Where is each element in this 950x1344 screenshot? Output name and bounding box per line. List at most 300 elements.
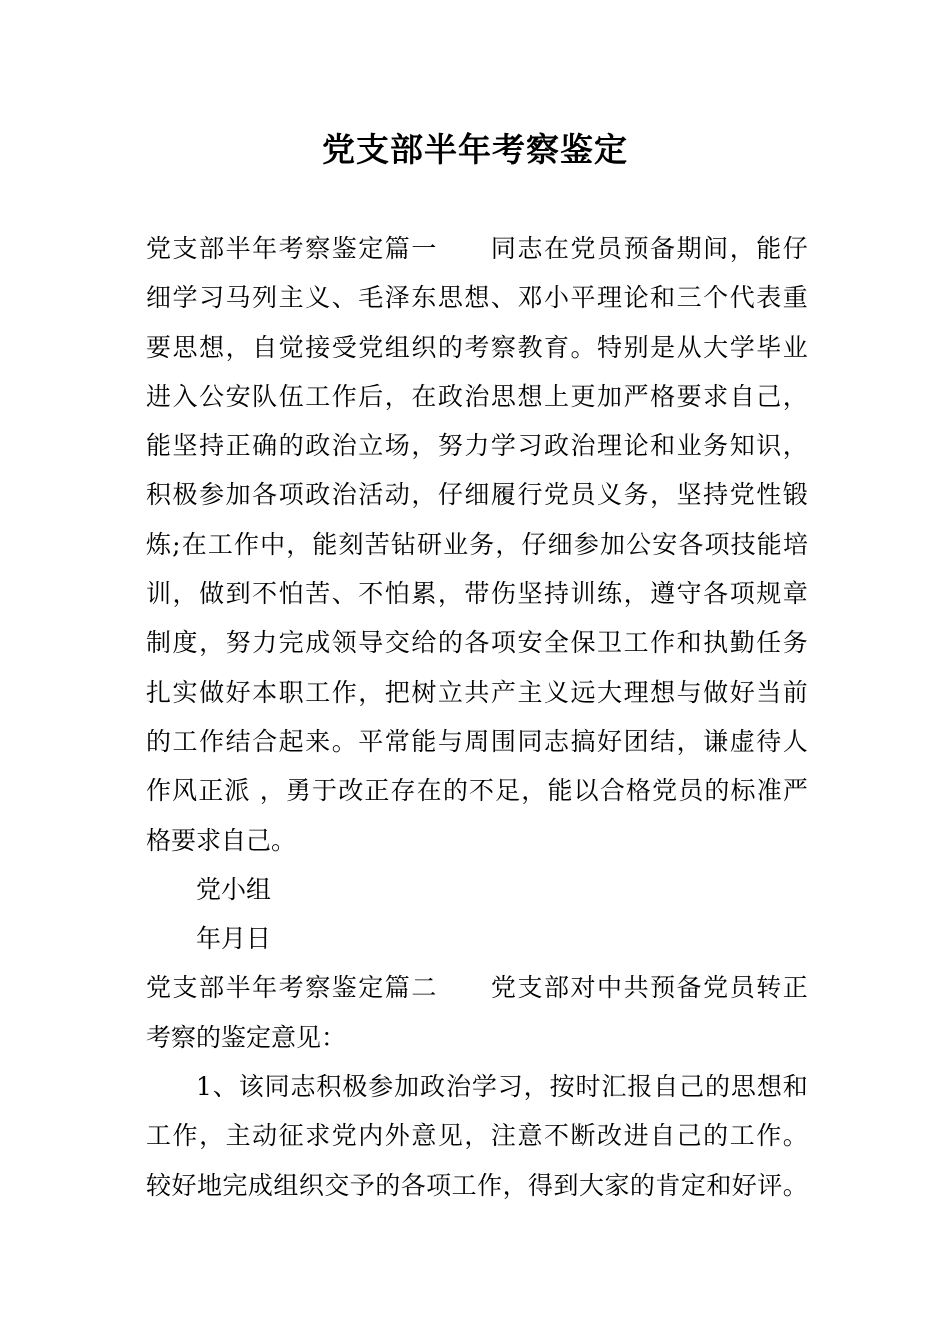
line-char: 征 [278,1121,304,1151]
text-line [146,1161,808,1210]
line-char: 项 [729,579,755,609]
line-char: 务 [782,628,808,658]
line-char [438,963,463,1012]
line-char: 治 [445,1072,471,1102]
line-char: 能 [312,529,338,559]
line-char [251,766,259,815]
line-char: 改 [597,1121,623,1151]
line-char: 较 [146,1170,172,1200]
line-char: 予 [349,1170,375,1200]
line-char: 项 [426,1170,452,1200]
line-char: 间 [703,234,729,263]
line-char: 支 [172,234,198,263]
line-char: 考 [464,332,490,362]
line-char: 积 [316,1072,342,1102]
line-char: 持 [703,480,729,510]
line-char: 能 [547,776,573,806]
line-char: 的 [437,332,463,362]
line-char: ， [286,529,312,559]
line-char: ， [782,381,808,411]
line-char: 评 [757,1170,783,1200]
line-char: 马 [225,283,251,313]
line-char: 工 [146,1121,172,1151]
line-char: 勇 [285,776,311,806]
line-text: 考察的鉴定意见： [146,1022,347,1052]
line-char: 严 [782,776,808,806]
line-char: 学 [471,1072,497,1102]
line-char: 想 [650,677,676,707]
line-char: 度 [172,628,198,658]
line-char: 考 [278,973,304,1003]
line-char: 作 [477,1170,503,1200]
line-char: 思 [437,283,463,313]
line-char: 、 [331,579,357,609]
line-char: 察 [305,234,331,263]
line-char: 工 [305,677,331,707]
line-char: 表 [756,283,782,313]
line-char: 定 [358,234,384,263]
line-char: 作 [172,1121,198,1151]
line-char: 治 [570,431,596,461]
line-char: 各 [678,529,704,559]
line-char: 在 [543,234,569,263]
line-char: 务 [469,529,495,559]
line-char: 远 [570,677,596,707]
line-char: 极 [342,1072,368,1102]
line-char: 在 [416,776,442,806]
line-char: 务 [623,480,649,510]
line-char: 工 [305,381,331,411]
line-char: 细 [464,480,490,510]
line-char: 炼 [146,529,172,559]
line-char: 队 [252,381,278,411]
line-text: 年月日 [196,924,272,954]
line-char: 把 [384,677,410,707]
line-char: 苦 [364,529,390,559]
line-char: 学 [729,332,755,362]
line-char: 鉴 [331,973,357,1003]
line-char: 好 [171,1170,197,1200]
line-char: 列 [252,283,278,313]
line-char: 党 [146,234,172,263]
line-char: 论 [623,431,649,461]
line-char: 代 [729,283,755,313]
line-char: 时 [575,1072,601,1102]
line-char: 大 [597,677,623,707]
line-char: 东 [411,283,437,313]
line-char: 各 [252,480,278,510]
line-char: 后 [358,381,384,411]
text-line [146,569,808,618]
line-char: 备 [676,973,702,1003]
line-char: 团 [623,726,649,756]
line-char: 工 [172,726,198,756]
line-char: 能 [411,726,437,756]
line-char: 更 [570,381,596,411]
line-char: 成 [305,628,331,658]
text-line [146,470,808,519]
line-char: 党 [490,973,516,1003]
line-char: 合 [252,726,278,756]
line-char: 努 [437,431,463,461]
line-char: 伍 [278,381,304,411]
line-char: 作 [756,1121,782,1151]
line-char: 于 [312,776,338,806]
line-char: 年 [252,973,278,1003]
line-char: 觉 [278,332,304,362]
line-char: 义 [305,283,331,313]
line-char: 怕 [384,579,410,609]
line-char: 和 [782,1072,808,1102]
line-char: 一 [411,234,437,263]
line-char: 累 [411,579,437,609]
line-char: 章 [782,579,808,609]
text-line [146,520,808,569]
line-char: 好 [597,726,623,756]
line-char: 力 [252,628,278,658]
line-char: 。 [782,1170,808,1200]
line-char: 鉴 [331,234,357,263]
line-char: ， [623,579,649,609]
line-char: 期 [676,234,702,263]
line-char: 锻 [782,480,808,510]
line-char: 好 [731,1170,757,1200]
line-char: 伤 [490,579,516,609]
line-char: 对 [570,973,596,1003]
line-char: ， [676,726,702,756]
line-char: 作 [233,529,259,559]
line-char: 正 [198,776,224,806]
line-char: 政 [305,431,331,461]
line-char: 作 [650,628,676,658]
line-char: 家 [604,1170,630,1200]
line-char: 训 [146,579,172,609]
line-char: 理 [623,677,649,707]
line-char: 刻 [338,529,364,559]
line-char: 平 [358,726,384,756]
line-char: 项 [490,628,516,658]
line-char: 毕 [756,332,782,362]
line-char: 谦 [703,726,729,756]
line-char: 训 [570,579,596,609]
line-char: 同 [490,234,516,263]
line-char: 正 [225,431,251,461]
line-char: 工 [623,628,649,658]
line-char: 的 [437,628,463,658]
line-char: 坚 [676,480,702,510]
line-char: 要 [146,332,172,362]
line-char: 己 [756,381,782,411]
line-char: 存 [390,776,416,806]
line-char: 练 [597,579,623,609]
line-char: 想 [756,1072,782,1102]
line-char: 仔 [437,480,463,510]
line-char: 改 [338,776,364,806]
line-char [464,224,489,273]
line-char: 人 [782,726,808,756]
line-char: 想 [517,381,543,411]
line-char: 结 [650,726,676,756]
line-char: 备 [650,234,676,263]
line-char: ， [782,431,808,461]
line-char: 性 [756,480,782,510]
line-text: 党小组 [196,874,272,904]
line-char: 努 [225,628,251,658]
line-char: 领 [331,628,357,658]
line-char: 格 [650,381,676,411]
line-char: 想 [199,332,225,362]
line-char: 。 [570,332,596,362]
line-char: 要 [676,381,702,411]
line-char: 确 [252,431,278,461]
line-char: 自 [729,381,755,411]
line-char: 按 [549,1072,575,1102]
line-char: 加 [225,480,251,510]
line-char: 、 [331,283,357,313]
line-char: 在 [411,381,437,411]
line-char: 定 [680,1170,706,1200]
line-char: 同 [517,726,543,756]
line-char: 义 [597,480,623,510]
line-char: 习 [517,431,543,461]
line-char: 预 [623,234,649,263]
line-char: 完 [278,628,304,658]
line-char: 自 [653,1072,679,1102]
line-char: 细 [146,283,172,313]
line-char: 参 [199,480,225,510]
line-char: 年 [252,234,278,263]
line-char: 的 [703,1121,729,1151]
line-char: 与 [437,726,463,756]
line-char: 坚 [172,431,198,461]
line-char: ， [259,776,285,806]
line-char: 员 [729,973,755,1003]
line-char: 与 [676,677,702,707]
line-char: 论 [623,283,649,313]
line-char: 中 [597,973,623,1003]
line-char: 安 [652,529,678,559]
line-char: 职 [278,677,304,707]
text-line [146,1111,808,1160]
line-char: 该 [238,1072,264,1102]
line-char: 起 [278,726,304,756]
line-char: 见 [437,1121,463,1151]
line-text: 格要求自己。 [146,825,297,855]
line-char: 做 [199,677,225,707]
line-char: 严 [623,381,649,411]
line-char: 内 [358,1121,384,1151]
line-char: 织 [298,1170,324,1200]
line-char: 格 [625,776,651,806]
line-char: 风 [172,776,198,806]
line-char: ， [437,579,463,609]
line-char: 的 [705,1072,731,1102]
line-char: 进 [623,1121,649,1151]
line-char: 公 [626,529,652,559]
line-char: 和 [650,283,676,313]
line-char: 中 [260,529,286,559]
text-line [146,618,808,667]
line-char: 己 [676,1121,702,1151]
line-char: 、 [490,283,516,313]
line-char: ， [199,628,225,658]
line-char: 1 [196,1072,212,1102]
line-char: 项 [704,529,730,559]
line-char: 部 [199,973,225,1003]
line-char: 受 [331,332,357,362]
line-char: 做 [703,677,729,707]
line-char: 意 [411,1121,437,1151]
line-char: 导 [358,628,384,658]
line-char: ， [521,776,547,806]
text-line [146,816,808,865]
line-char: 定 [358,973,384,1003]
line-char: 业 [676,431,702,461]
line-char: ， [384,381,410,411]
line-char: 外 [384,1121,410,1151]
line-char: 主 [225,1121,251,1151]
line-char: 和 [706,1170,732,1200]
line-char: 各 [464,628,490,658]
line-char: 力 [464,431,490,461]
line-char: 三 [676,283,702,313]
line-char: 、 [212,1072,238,1102]
line-char: 加 [599,529,625,559]
line-char: 正 [782,973,808,1003]
line-char: 织 [411,332,437,362]
line-char: 习 [199,283,225,313]
line-char: 泽 [384,283,410,313]
line-char: 项 [278,480,304,510]
line-char: 习 [497,1072,523,1102]
line-char [464,963,489,1012]
text-line [146,668,808,717]
line-char: 意 [517,1121,543,1151]
line-char: 作 [331,677,357,707]
line-char: 理 [597,283,623,313]
line-char: 好 [225,677,251,707]
line-char: 各 [703,579,729,609]
line-char: 作 [146,776,172,806]
line-char: ， [502,1170,528,1200]
line-char: 义 [543,677,569,707]
line-char: 实 [172,677,198,707]
line-char: 合 [599,776,625,806]
line-char: 钻 [390,529,416,559]
line-char: 能 [756,234,782,263]
line-char: ， [729,234,755,263]
line-char: 卫 [597,628,623,658]
text-line [146,224,808,273]
line-char: 持 [543,579,569,609]
line-char: ， [172,579,198,609]
line-char: 参 [573,529,599,559]
line-char: 员 [678,776,704,806]
line-char: 员 [570,480,596,510]
line-char: 邓 [517,283,543,313]
line-char: 入 [172,381,198,411]
line-char: 规 [756,579,782,609]
line-char: 识 [756,431,782,461]
text-line [146,717,808,766]
line-char: 立 [437,677,463,707]
line-char: 转 [756,973,782,1003]
line-char: 大 [703,332,729,362]
line-char: 保 [570,628,596,658]
line-char: 工 [729,1121,755,1151]
line-char: 想 [464,283,490,313]
line-char: 育 [543,332,569,362]
document-body [146,224,808,1210]
line-char: 搞 [570,726,596,756]
line-char: 思 [172,332,198,362]
line-char: 交 [324,1170,350,1200]
line-char: 不 [468,776,494,806]
line-char: 党 [570,234,596,263]
line-char: 安 [225,381,251,411]
line-char: 思 [490,381,516,411]
line-char: 安 [517,628,543,658]
text-line [146,963,808,1012]
line-char: 坚 [517,579,543,609]
line-char: 场 [384,431,410,461]
line-char: 任 [756,628,782,658]
line-char: 支 [172,973,198,1003]
line-char: 技 [730,529,756,559]
line-char: 主 [278,283,304,313]
line-char: 交 [384,628,410,658]
text-line [146,323,808,372]
line-char: 己 [679,1072,705,1102]
line-char: 执 [703,628,729,658]
line-char: 结 [225,726,251,756]
line-char: 理 [597,431,623,461]
line-char: 组 [273,1170,299,1200]
line-char: 政 [543,431,569,461]
line-char: 作 [331,381,357,411]
line-char: 教 [517,332,543,362]
line-char: 治 [331,431,357,461]
line-char: 察 [490,332,516,362]
line-char: 成 [247,1170,273,1200]
line-char: 扎 [146,677,172,707]
line-char: 树 [411,677,437,707]
line-char: 怕 [278,579,304,609]
line-char: 员 [597,234,623,263]
line-char: 业 [782,332,808,362]
line-char: 制 [146,628,172,658]
text-line [146,421,808,470]
line-char: 党 [543,480,569,510]
line-char: 支 [517,973,543,1003]
line-char: 守 [676,579,702,609]
line-char: 全 [543,628,569,658]
line-char: 准 [756,776,782,806]
line-char: 报 [627,1072,653,1102]
line-char: 断 [570,1121,596,1151]
line-char: 。 [331,726,357,756]
line-char: 的 [278,431,304,461]
text-line [146,273,808,322]
line-char: 遵 [650,579,676,609]
line-char: 志 [290,1072,316,1102]
line-char: ， [411,431,437,461]
line-char: 研 [416,529,442,559]
line-char: 部 [543,973,569,1003]
line-char: 汇 [601,1072,627,1102]
text-line [146,766,808,815]
line-char: 平 [570,283,596,313]
